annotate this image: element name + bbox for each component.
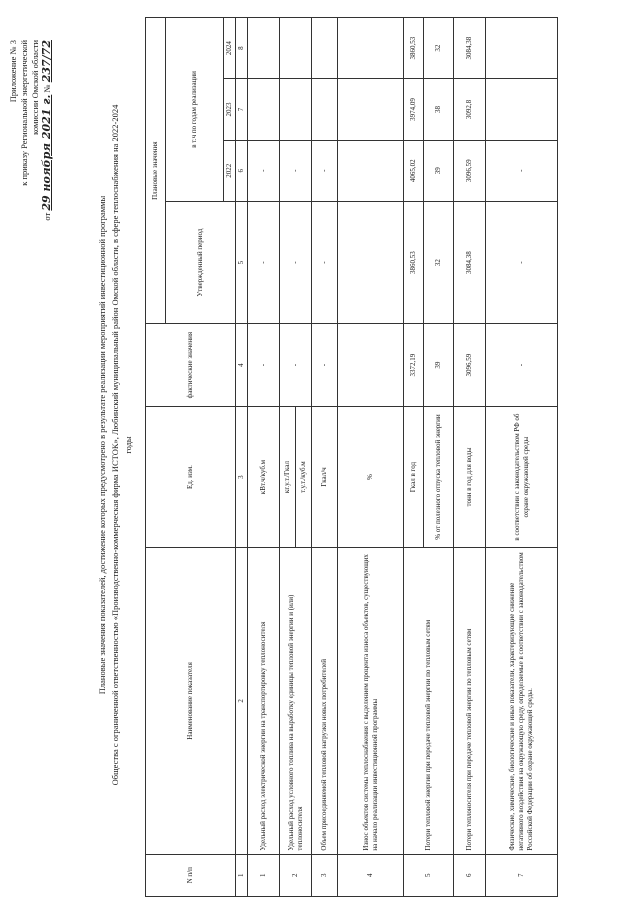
value-2024: 32 <box>424 18 454 79</box>
value-2022: - <box>486 140 558 201</box>
actual-value: - <box>280 324 312 406</box>
header-unit: Ед. изм. <box>146 406 236 547</box>
actual-value: - <box>486 324 558 406</box>
value-2024 <box>486 18 558 79</box>
indicator-name: Потери тепловой энергии при передаче тепловой энергии по тепловым сетям <box>404 548 454 854</box>
indicator-unit: % <box>338 406 404 547</box>
col-number: 5 <box>236 201 248 324</box>
col-number: 1 <box>236 854 248 896</box>
title-line-2: Общества с ограниченной ответственностью «Производственно-коммерческая фирма ИСТОК», Любинский муниципальный район Омской области, в сфере теплоснабжения на 2022-2024 <box>110 104 120 786</box>
value-2024 <box>280 18 312 79</box>
table-row <box>312 18 338 897</box>
row-number: 5 <box>404 854 454 896</box>
table-row <box>454 18 486 897</box>
col-number: 4 <box>236 324 248 406</box>
indicator-unit: Гкал/ч <box>312 406 338 547</box>
col-number: 6 <box>236 140 248 201</box>
handwritten-number: 237/72 <box>40 40 53 83</box>
indicator-unit: в соответствии с законодательством РФ об охране окружающей среды <box>486 406 558 547</box>
date-prefix: от <box>42 212 52 221</box>
indicator-name: Объем присоединяемой тепловой нагрузки новых потребителей <box>312 548 338 854</box>
indicator-name: Износ объектов системы теплоснабжения с выделением процента износа объектов, существующих на начало реализации инвестиционной программы <box>338 548 404 854</box>
header-year-2022: 2022 <box>224 140 236 201</box>
table-row <box>248 18 280 897</box>
indicator-name: Физические, химические, биологические и иные показатели, характеризующие снижение негативного воздействия на окружающую среду, определяемые в соответствии с законодательством Российской Федерации об охране окружающей среды. <box>486 548 558 854</box>
appendix-date-number <box>41 40 53 221</box>
appendix-block <box>8 40 53 221</box>
column-numbers-row <box>236 18 248 897</box>
actual-value <box>338 324 404 406</box>
appendix-line-2: к приказу Региональной энергетической <box>19 40 29 186</box>
row-number: 2 <box>280 854 312 896</box>
header-actual: фактические значения <box>146 324 236 406</box>
value-2022: 3096,59 <box>454 140 486 201</box>
value-2023 <box>312 79 338 140</box>
header-planned: Плановые значения <box>146 18 166 324</box>
approved-value: 3084,38 <box>454 201 486 324</box>
value-2024: 3860,53 <box>404 18 424 79</box>
value-2024 <box>338 18 404 79</box>
col-number: 2 <box>236 548 248 854</box>
value-2022 <box>338 140 404 201</box>
value-2023: 38 <box>424 79 454 140</box>
approved-value: - <box>248 201 280 324</box>
header-name: Наименование показателя <box>146 548 236 854</box>
value-2023 <box>486 79 558 140</box>
header-approved: Утвержденный период <box>166 201 236 324</box>
table-row <box>486 18 558 897</box>
appendix-line-1: Приложение № 3 <box>8 40 18 103</box>
handwritten-date: 29 ноября 2021 г. <box>40 94 53 211</box>
title-line-1: Плановые значения показателей, достижение которых предусмотрено в результате реализации мероприятий инвестиционной программы <box>97 195 107 695</box>
row-number: 4 <box>338 854 404 896</box>
document-title <box>96 65 135 825</box>
row-number: 3 <box>312 854 338 896</box>
indicator-unit: тонн в год для воды <box>454 406 486 547</box>
row-number: 6 <box>454 854 486 896</box>
number-prefix: № <box>42 84 52 93</box>
indicator-name: Удельный расход электрической энергии на транспортировку теплоносителя <box>248 548 280 854</box>
value-2022: - <box>312 140 338 201</box>
value-2024 <box>248 18 280 79</box>
indicator-name: Потери теплоносителя при передаче тепловой энергии по тепловым сетям <box>454 548 486 854</box>
table-row <box>280 18 296 897</box>
approved-value: - <box>312 201 338 324</box>
value-2024: 3084,38 <box>454 18 486 79</box>
actual-value: - <box>312 324 338 406</box>
indicator-unit: т.у.т./куб.м <box>296 406 312 547</box>
indicator-unit: Гкал в год <box>404 406 424 547</box>
actual-value: 3372,19 <box>404 324 424 406</box>
col-number: 3 <box>236 406 248 547</box>
table-row <box>404 18 424 897</box>
value-2022: 4065,02 <box>404 140 424 201</box>
table-row <box>338 18 404 897</box>
header-year-2023: 2023 <box>224 79 236 140</box>
approved-value: 3860,53 <box>404 201 424 324</box>
approved-value <box>338 201 404 324</box>
row-number: 7 <box>486 854 558 896</box>
header-by-years: в т.ч по годам реализации <box>166 18 224 202</box>
indicators-table <box>145 17 558 897</box>
value-2023 <box>338 79 404 140</box>
value-2022: - <box>248 140 280 201</box>
header-num: N п/п <box>146 854 236 896</box>
col-number: 7 <box>236 79 248 140</box>
value-2023 <box>280 79 312 140</box>
title-line-3: годы <box>123 436 133 454</box>
value-2023: 3974,09 <box>404 79 424 140</box>
actual-value: - <box>248 324 280 406</box>
approved-value: - <box>280 201 312 324</box>
indicator-unit: кг.у.т./Гкал <box>280 406 296 547</box>
indicator-unit: кВт.ч/куб.м <box>248 406 280 547</box>
col-number: 8 <box>236 18 248 79</box>
value-2023: 3092,8 <box>454 79 486 140</box>
indicator-unit: % от полезного отпуска тепловой энергии <box>424 406 454 547</box>
value-2022: 39 <box>424 140 454 201</box>
approved-value: 32 <box>424 201 454 324</box>
approved-value: - <box>486 201 558 324</box>
indicator-name: Удельный расход условного топлива на выработку единицы тепловой энергии и (или) теплоносителя <box>280 548 312 854</box>
appendix-line-3: комиссии Омской области <box>30 40 40 135</box>
row-number: 1 <box>248 854 280 896</box>
value-2023 <box>248 79 280 140</box>
actual-value: 3096,59 <box>454 324 486 406</box>
header-year-2024: 2024 <box>224 18 236 79</box>
actual-value: 39 <box>424 324 454 406</box>
value-2024 <box>312 18 338 79</box>
value-2022: - <box>280 140 312 201</box>
